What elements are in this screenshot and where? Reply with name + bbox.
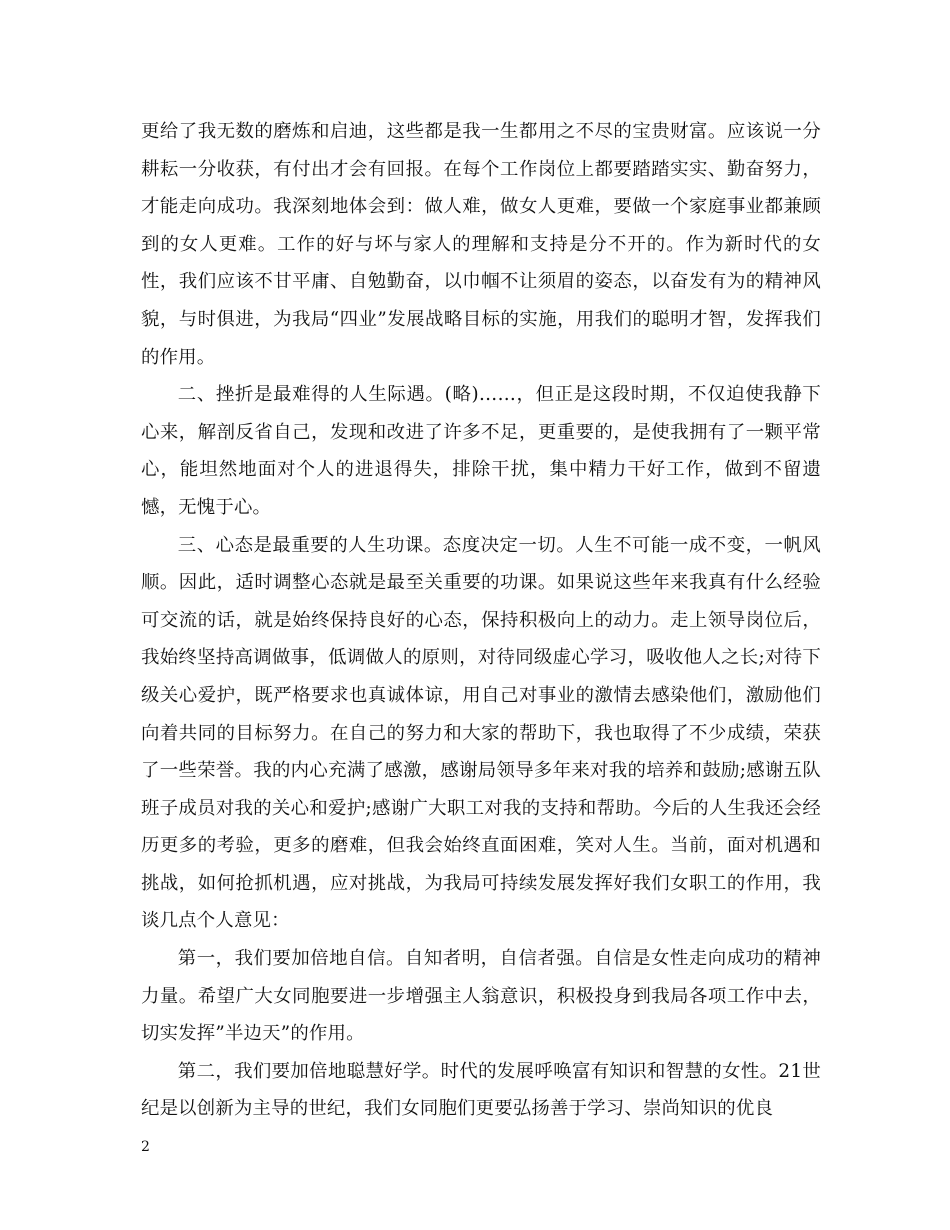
- paragraph-section-three: 三、心态是最重要的人生功课。态度决定一切。人生不可能一成不变，一帆风顺。因此，适时调整心态就是最至关重要的功课。如果说这些年来我真有什么经验可交流的话，就是始终保持良好的心态，保持积极向上的动力。走上领导岗位后，我始终坚持高调做事，低调做人的原则，对待同级虚心学习，吸收他人之长;对待下级关心爱护，既严格要求也真诚体谅，用自己对事业的激情去感染他们，激励他们向着共同的目标努力。在自己的努力和大家的帮助下，我也取得了不少成绩，荣获了一些荣誉。我的内心充满了感激，感谢局领导多年来对我的培养和鼓励;感谢五队班子成员对我的关心和爱护;感谢广大职工对我的支持和帮助。今后的人生我还会经历更多的考验，更多的磨难，但我会始终直面困难，笑对人生。当前，面对机遇和挑战，如何抢抓机遇，应对挑战，为我局可持续发展发挥好我们女职工的作用，我谈几点个人意见：: [141, 534, 821, 932]
- paragraph-continuation: 更给了我无数的磨炼和启迪，这些都是我一生都用之不尽的宝贵财富。应该说一分耕耘一分收获，有付出才会有回报。在每个工作岗位上都要踏踏实实、勤奋努力，才能走向成功。我深刻地体会到：做人难，做女人更难，要做一个家庭事业都兼顾到的女人更难。工作的好与坏与家人的理解和支持是分不开的。作为新时代的女性，我们应该不甘平庸、自勉勤奋，以巾帼不让须眉的姿态，以奋发有为的精神风貌，与时俱进，为我局“四业”发展战略目标的实施，用我们的聪明才智，发挥我们的作用。: [141, 121, 821, 368]
- paragraph-point-one: 第一，我们要加倍地自信。自知者明，自信者强。自信是女性走向成功的精神力量。希望广大女同胞要进一步增强主人翁意识，积极投身到我局各项工作中去，切实发挥”半边天”的作用。: [141, 948, 821, 1045]
- paragraph-point-two: 第二，我们要加倍地聪慧好学。时代的发展呼唤富有知识和智慧的女性。21世纪是以创新为主导的世纪，我们女同胞们更要弘扬善于学习、崇尚知识的优良: [141, 1060, 821, 1120]
- paragraph-section-two: 二、挫折是最难得的人生际遇。(略)……，但正是这段时期，不仅迫使我静下心来，解剖反省自己，发现和改进了许多不足，更重要的，是使我拥有了一颗平常心，能坦然地面对个人的进退得失，排除干扰，集中精力干好工作，做到不留遗憾，无愧于心。: [141, 384, 821, 518]
- document-body: [141, 113, 821, 1128]
- page-number: 2: [141, 1139, 150, 1155]
